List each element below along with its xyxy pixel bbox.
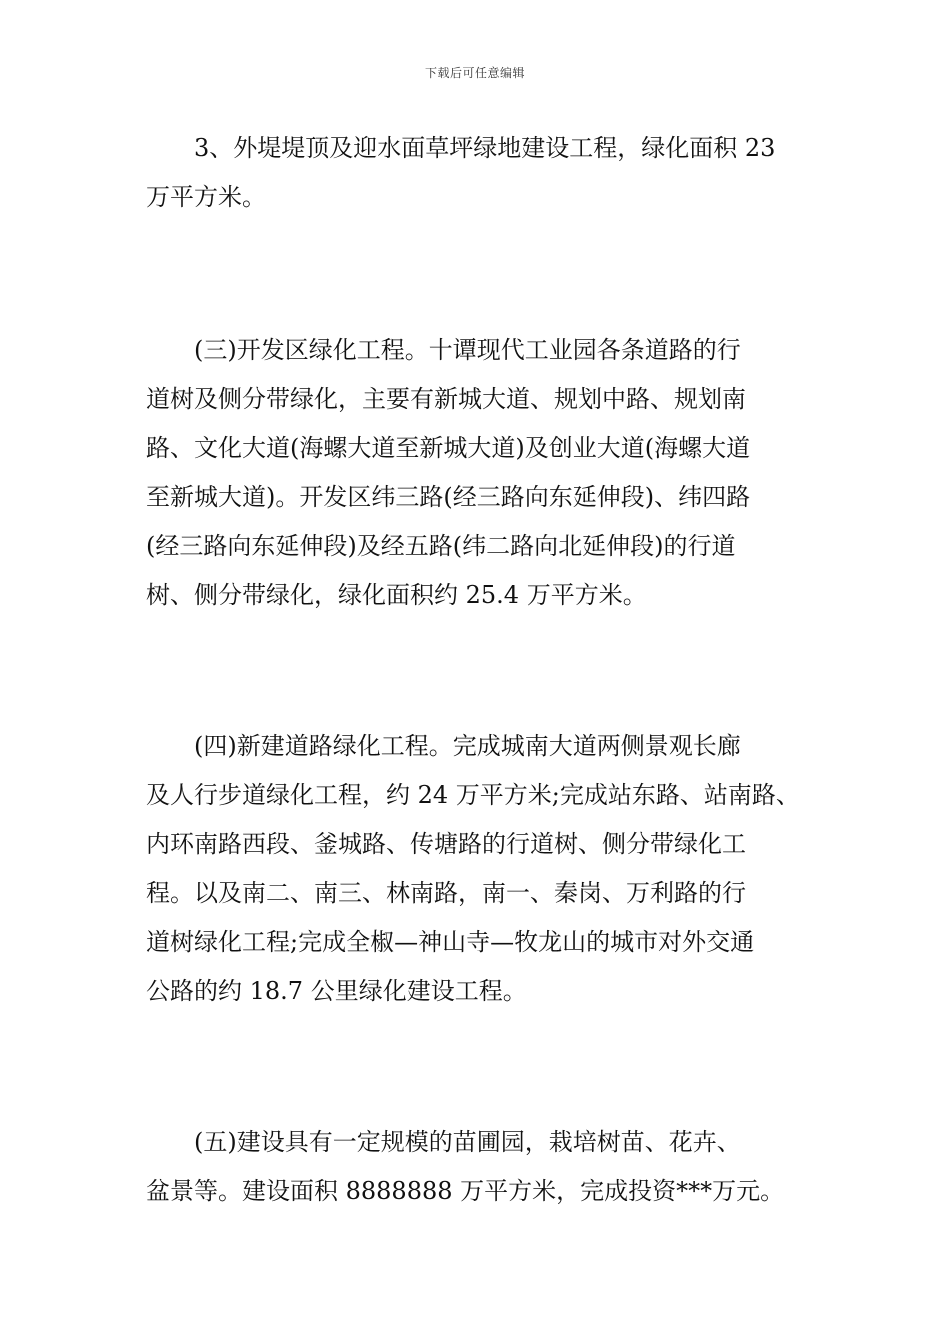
text-line: 路、文化大道(海螺大道至新城大道)及创业大道(海螺大道	[146, 434, 751, 462]
text-line: (五)建设具有一定规模的苗圃园，栽培树苗、花卉、	[194, 1128, 741, 1156]
page-header: 下载后可任意编辑	[424, 66, 525, 80]
text-line: (经三路向东延伸段)及经五路(纬二路向北延伸段)的行道	[146, 532, 736, 560]
paragraph-outer-embankment	[146, 124, 826, 222]
text-line: 至新城大道)。开发区纬三路(经三路向东延伸段)、纬四路	[146, 483, 751, 511]
text-line: 万平方米。	[146, 183, 266, 211]
text-line: 程。以及南二、南三、林南路，南一、秦岗、万利路的行	[146, 879, 746, 907]
text-line: 公路的约 18.7 公里绿化建设工程。	[146, 977, 527, 1005]
text-line: 及人行步道绿化工程，约 24 万平方米;完成站东路、站南路、	[146, 781, 800, 809]
text-line: 3、外堤堤顶及迎水面草坪绿地建设工程，绿化面积 23	[194, 134, 776, 162]
text-line: 道树及侧分带绿化，主要有新城大道、规划中路、规划南	[146, 385, 746, 413]
text-line: 树、侧分带绿化，绿化面积约 25.4 万平方米。	[146, 581, 647, 609]
text-line: 内环南路西段、釜城路、传塘路的行道树、侧分带绿化工	[146, 830, 746, 858]
paragraph-new-roads	[146, 722, 826, 1016]
text-line: 道树绿化工程;完成全椒—神山寺—牧龙山的城市对外交通	[146, 928, 755, 956]
text-line: (三)开发区绿化工程。十谭现代工业园各条道路的行	[194, 336, 741, 364]
text-line: 盆景等。建设面积 8888888 万平方米，完成投资***万元。	[146, 1177, 785, 1205]
paragraph-development-zone	[146, 326, 826, 620]
text-line: (四)新建道路绿化工程。完成城南大道两侧景观长廊	[194, 732, 741, 760]
paragraph-nursery	[146, 1118, 826, 1216]
